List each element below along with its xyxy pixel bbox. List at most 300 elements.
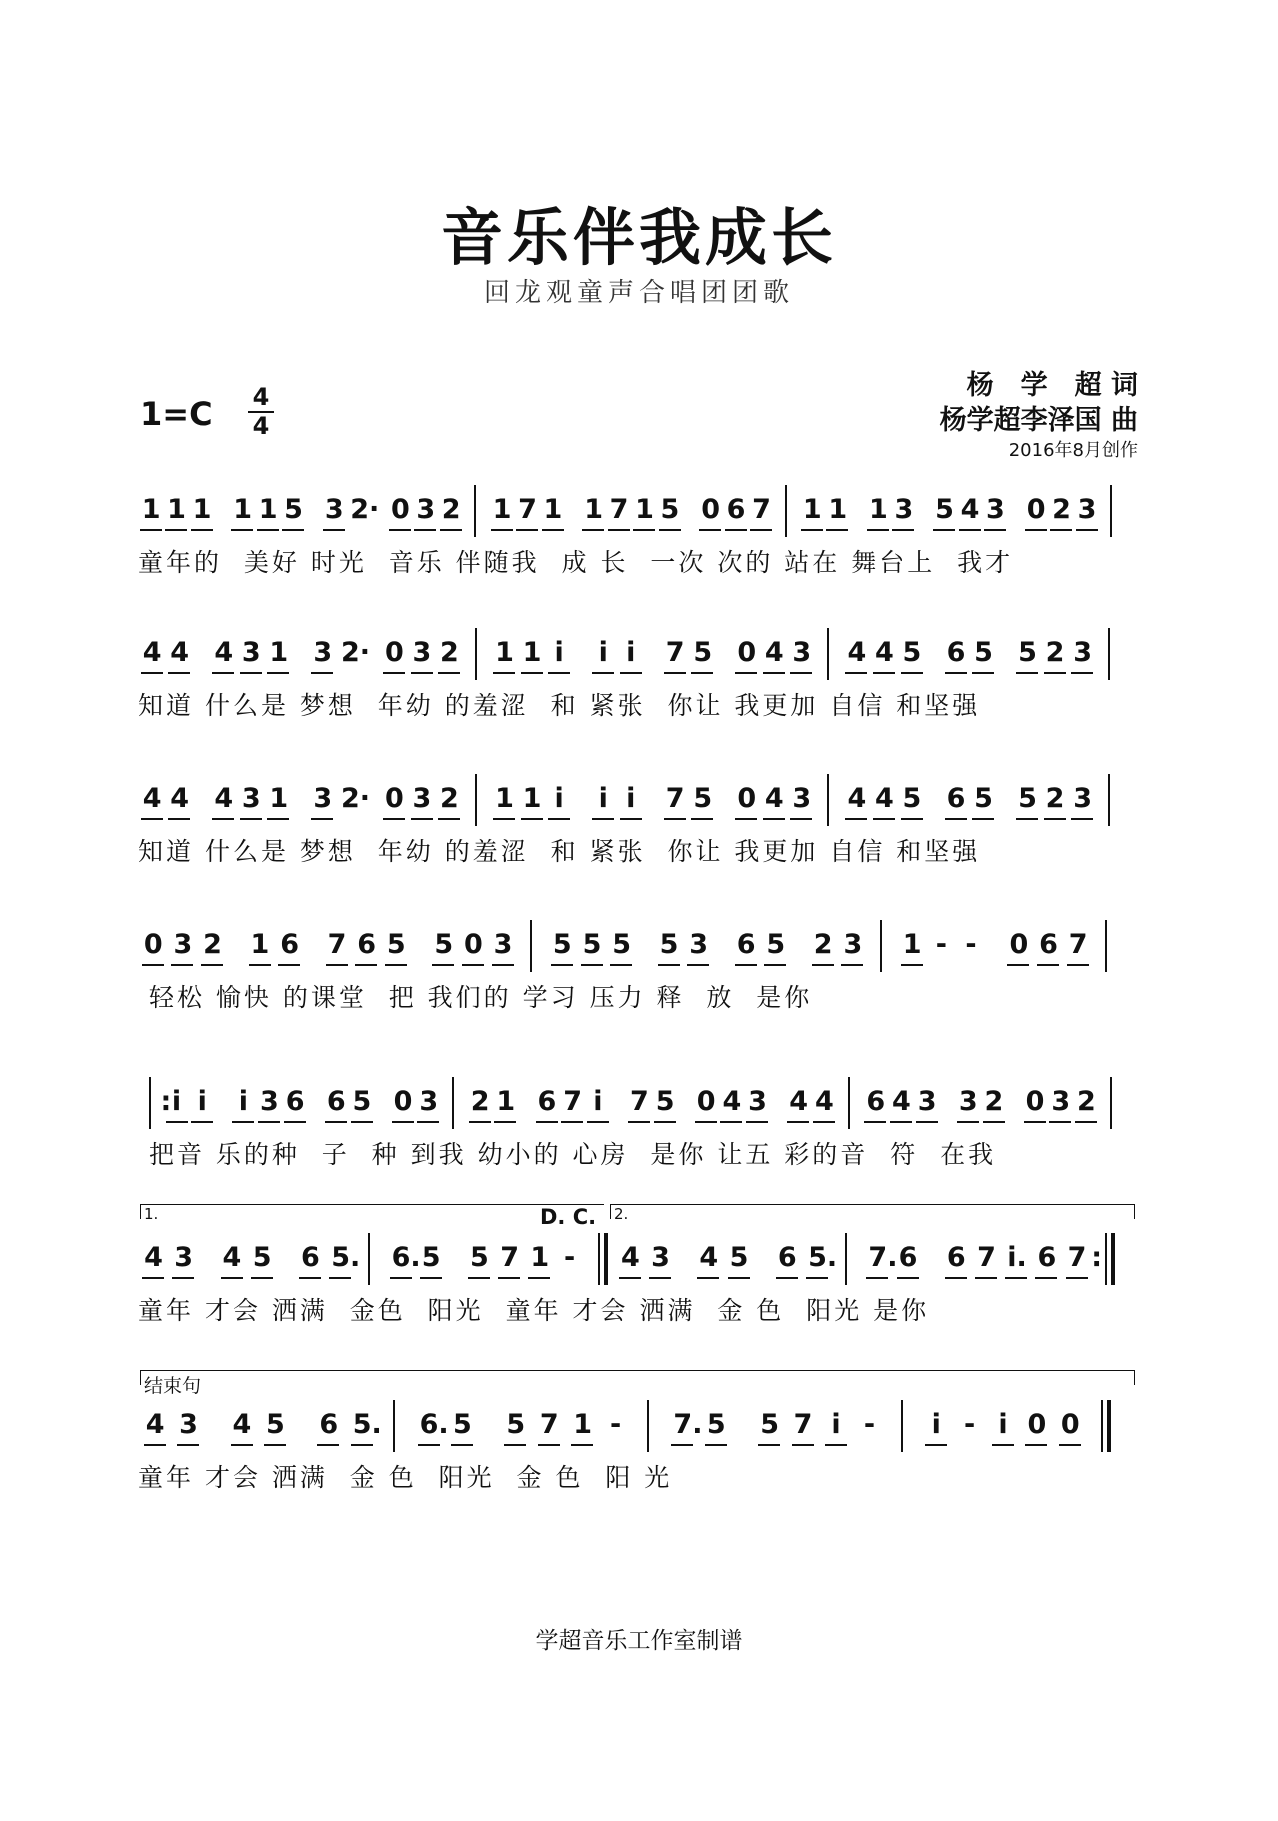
barline [845,1233,847,1285]
note-glyph: 5 [386,929,406,960]
note-glyph: 5 [470,1242,489,1273]
note-glyph: 3 [1073,637,1092,668]
score-row-2 [138,628,1140,758]
beam-underline [144,1444,166,1446]
lyricist-credit: 杨 学 超 词 [966,370,1138,401]
note-glyph: 0 [390,494,410,525]
note-glyph: 1 [269,637,289,668]
beam-underline [582,529,604,531]
note-glyph: 1 [635,494,654,525]
note-glyph: 5 [452,1409,472,1440]
beam-underline [299,1277,321,1279]
note-glyph: 6 [898,1242,918,1273]
note-glyph: 4 [170,783,190,814]
beam-underline [221,1277,243,1279]
note-glyph: 5 [1018,637,1037,668]
note-glyph: 7 [1067,1242,1087,1273]
beam-underline [728,1277,750,1279]
note-glyph: 3 [1073,783,1092,814]
note-glyph: 2 [440,783,459,814]
beam-underline [892,529,914,531]
beam-underline [1066,1277,1088,1279]
lyrics-line: 把音 乐的种 子 种 到我 幼小的 心房 是你 让五 彩的音 符 在我 [138,1140,997,1169]
beam-underline [658,964,680,966]
note-glyph: 2 [984,1086,1004,1117]
note-glyph: 1 [802,494,822,525]
note-glyph: 6. [419,1409,449,1440]
time-sig-denominator: 4 [252,412,270,440]
note-glyph: 3 [241,637,261,668]
note-glyph: 6 [280,929,299,960]
beam-underline [873,672,895,674]
beam-underline [311,818,333,820]
note-glyph: 1 [192,494,212,525]
beam-underline [763,672,785,674]
note-glyph: 1 [869,494,888,525]
beam-underline [581,964,603,966]
beam-underline [1049,1121,1071,1123]
note-glyph: 7 [518,494,537,525]
beam-underline [720,1121,742,1123]
note-glyph: 5 [582,929,602,960]
score-row-3 [138,774,1140,904]
note-glyph: 3 [174,1242,194,1273]
beam-underline [414,529,436,531]
beam-underline [841,964,863,966]
footer-credit: 学超音乐工作室制谱 [535,1628,743,1654]
barline [452,1077,454,1129]
note-glyph: 5 [766,929,786,960]
beam-underline [1076,529,1098,531]
beam-underline [468,1277,490,1279]
note-glyph: 5 [660,494,680,525]
beam-underline [901,672,923,674]
beam-underline [1071,672,1093,674]
note-glyph: 3 [324,494,344,525]
note-glyph: - [610,1409,622,1440]
note-glyph: i [238,1086,248,1117]
beam-underline [141,818,163,820]
beam-underline [492,964,514,966]
note-glyph: 6 [946,1242,966,1273]
beam-underline [548,818,570,820]
note-glyph: 4 [214,783,234,814]
note-glyph: 2 [440,637,459,668]
dc-marking: D. C. [540,1205,597,1229]
beam-underline [1016,672,1038,674]
beam-underline [1067,964,1089,966]
beam-underline [620,672,642,674]
note-glyph: 6 [319,1409,339,1440]
beam-underline [758,1444,780,1446]
note-glyph: 4 [620,1242,640,1273]
note-glyph: i [831,1409,841,1440]
beam-underline [231,1444,253,1446]
beam-underline [264,1444,286,1446]
beam-underline [659,529,681,531]
beam-underline [984,529,1006,531]
note-glyph: 4 [847,637,867,668]
beam-underline [191,529,213,531]
beam-underline [825,1444,847,1446]
beam-underline [168,818,190,820]
note-glyph: 5 [729,1242,749,1273]
beam-underline [725,529,747,531]
beam-underline [166,1121,188,1123]
note-glyph: i [197,1086,207,1117]
note-glyph: 5 [352,1086,372,1117]
note-glyph: 5 [659,929,679,960]
second-ending-bracket [610,1204,1135,1223]
note-glyph: 4 [222,1242,242,1273]
beam-underline [212,672,234,674]
beam-underline [571,1444,593,1446]
note-glyph: - [964,1409,976,1440]
note-glyph: 7 [539,1409,559,1440]
note-glyph: 7 [665,783,685,814]
note-glyph: 7. [673,1409,703,1440]
note-glyph: 7 [609,494,629,525]
note-glyph: 5 [974,783,993,814]
first-ending-bracket [140,1204,604,1223]
beam-underline [735,672,757,674]
beam-underline [628,1121,650,1123]
note-glyph: 2 [441,494,461,525]
beam-underline [311,672,333,674]
beam-underline [418,1444,440,1446]
note-glyph: 1 [573,1409,593,1440]
beam-underline [972,672,994,674]
barline [1107,1400,1111,1452]
beam-underline [735,964,757,966]
notes-line [138,628,1140,684]
song-title: 音乐伴我成长 [440,201,837,274]
note-glyph: 3 [792,783,812,814]
beam-underline [916,1121,938,1123]
beam-underline [787,1121,809,1123]
note-glyph: 5 [252,1242,272,1273]
barline [149,1077,151,1129]
beam-underline [901,964,923,966]
beam-underline [491,529,513,531]
note-glyph: 1 [496,1086,516,1117]
note-glyph: i [554,783,564,814]
beam-underline [925,1444,947,1446]
note-glyph: 0 [737,637,757,668]
note-glyph: 7 [752,494,771,525]
note-glyph: 2 [1077,1086,1096,1117]
note-glyph: 3 [419,1086,439,1117]
beam-underline [1044,818,1066,820]
beam-underline [671,1444,693,1446]
note-glyph: 5. [352,1409,382,1440]
beam-underline [351,1444,373,1446]
note-glyph: 0 [1027,1409,1047,1440]
note-glyph: 2· [340,637,370,668]
beam-underline [278,964,300,966]
beam-underline [1059,1444,1081,1446]
beam-underline [1007,964,1029,966]
note-glyph: 5 [284,494,303,525]
beam-underline [1071,818,1093,820]
beam-underline [864,1121,886,1123]
beam-underline [142,964,164,966]
creation-date: 2016年8月创作 [1008,440,1138,461]
note-glyph: 2 [203,929,222,960]
note-glyph: 3 [313,637,333,668]
note-glyph: 3 [689,929,709,960]
barline [1110,1077,1112,1129]
beam-underline [1024,1121,1046,1123]
note-glyph: 3 [917,1086,937,1117]
beam-underline [389,529,411,531]
song-subtitle: 回龙观童声合唱团团歌 [483,278,794,308]
beam-underline [231,529,253,531]
note-glyph: 0 [701,494,720,525]
note-glyph: 0 [696,1086,716,1117]
note-glyph: - [965,929,977,960]
score-row-4 [138,920,1140,1050]
note-glyph: i [598,637,608,668]
note-glyph: i. [1007,1242,1027,1273]
beam-underline [240,672,262,674]
note-glyph: - [935,929,947,960]
note-glyph: 1 [530,1242,550,1273]
barline [827,628,829,680]
note-glyph: 4 [214,637,234,668]
beam-underline [420,1277,442,1279]
beam-underline [983,1121,1005,1123]
note-glyph: 3 [1051,1086,1071,1117]
note-glyph: 6 [537,1086,557,1117]
beam-underline [417,1121,439,1123]
beam-underline [735,818,757,820]
note-glyph: 5 [935,494,954,525]
barline [848,1077,850,1129]
note-glyph: 4 [764,783,784,814]
note-glyph: 0 [1009,929,1029,960]
barline [393,1400,395,1452]
beam-underline [664,672,686,674]
note-glyph: 0 [737,783,757,814]
beam-underline [329,1277,351,1279]
beam-underline [1035,1277,1057,1279]
note-glyph: 6 [1039,929,1058,960]
note-glyph: 6 [736,929,756,960]
note-glyph: 0 [1026,494,1046,525]
barline [785,485,787,537]
beam-underline [633,529,655,531]
barline [901,1400,903,1452]
note-glyph: 5 [974,637,993,668]
beam-underline [790,818,812,820]
beam-underline [792,1444,814,1446]
note-glyph: 1 [233,494,253,525]
first-ending-label: 1. [144,1205,159,1223]
note-glyph: 3 [986,494,1005,525]
lyrics-line: 童年的 美好 时光 音乐 伴随我 成 长 一次 次的 站在 舞台上 我才 [138,548,1014,577]
note-glyph: 3 [260,1086,279,1117]
beam-underline [687,964,709,966]
barline [530,920,532,972]
beam-underline [764,964,786,966]
beam-underline [933,529,955,531]
note-glyph: 6 [946,783,966,814]
beam-underline [191,1121,213,1123]
note-glyph: 1 [141,494,161,525]
beam-underline [901,818,923,820]
beam-underline [608,529,630,531]
note-glyph: 5 [552,929,572,960]
note-glyph: 5. [808,1242,838,1273]
beam-underline [619,1277,641,1279]
note-glyph: 1 [828,494,848,525]
beam-underline [551,964,573,966]
score-row-7 [138,1400,1140,1530]
beam-underline [1044,672,1066,674]
note-glyph: 1 [492,494,512,525]
note-glyph: 3 [412,783,432,814]
beam-underline [536,1121,558,1123]
beam-underline [165,529,187,531]
note-glyph: 3 [792,637,812,668]
note-glyph: 7 [1068,929,1088,960]
beam-underline [538,1444,560,1446]
note-glyph: 5 [760,1409,780,1440]
note-glyph: 2· [340,783,370,814]
beam-underline [411,672,433,674]
note-glyph: 4 [142,783,162,814]
score-row-5 [138,1077,1140,1207]
note-glyph: 3 [1077,494,1097,525]
beam-underline [528,1277,550,1279]
note-glyph: 4 [232,1409,252,1440]
note-glyph: 6 [1037,1242,1057,1273]
coda-label: 结束句 [144,1375,202,1397]
note-glyph: 0 [393,1086,413,1117]
barline [1105,920,1107,972]
beam-underline [801,529,823,531]
note-glyph: 6 [777,1242,797,1273]
beam-underline [806,1277,828,1279]
beam-underline [620,818,642,820]
note-glyph: 6 [357,929,377,960]
note-glyph: 6 [866,1086,886,1117]
beam-underline [355,964,377,966]
note-glyph: 4 [847,783,867,814]
note-glyph: 0 [463,929,483,960]
note-glyph: 0 [1060,1409,1080,1440]
note-glyph: 5 [421,1242,441,1273]
beam-underline [654,1121,676,1123]
lyrics-line: 知道 什么是 梦想 年幼 的羞涩 和 紧张 你让 我更加 自信 和坚强 [138,837,981,866]
note-glyph: i [931,1409,941,1440]
note-glyph: 4 [960,494,980,525]
note-glyph: 0 [1025,1086,1045,1117]
note-glyph: 7 [500,1242,520,1273]
beam-underline [1025,1444,1047,1446]
barline [1110,485,1112,537]
note-glyph: i [554,637,564,668]
beam-underline [691,818,713,820]
beam-underline [317,1444,339,1446]
note-glyph: - [863,1409,876,1440]
note-glyph: 1 [250,929,270,960]
beam-underline [440,529,462,531]
notes-line [138,485,1140,541]
note-glyph: 5 [693,637,713,668]
repeat-dots: : [160,1086,172,1117]
note-glyph: 7 [630,1086,649,1117]
beam-underline [664,818,686,820]
note-glyph: 4 [145,1409,165,1440]
coda-bracket [140,1370,1135,1397]
score-row-1 [138,485,1140,615]
barline [880,920,882,972]
note-glyph: 4 [142,637,162,668]
beam-underline [469,1121,491,1123]
beam-underline [267,672,289,674]
lyrics-line: 轻松 愉快 的课堂 把 我们的 学习 压力 释 放 是你 [138,983,813,1012]
note-glyph: 1 [522,783,542,814]
beam-underline [649,1277,671,1279]
beam-underline [282,529,304,531]
note-glyph: 2· [350,494,380,525]
beam-underline [697,1277,719,1279]
lyrics-line: 童年 才会 洒满 金色 阳光 童年 才会 洒满 金 色 阳光 是你 [138,1296,930,1325]
beam-underline [438,818,460,820]
barline [647,1400,649,1452]
beam-underline [746,1121,768,1123]
beam-underline [945,1277,967,1279]
beam-underline [521,672,543,674]
composer-credit: 杨学超李泽国 曲 [939,405,1138,436]
note-glyph: 1 [902,929,922,960]
note-glyph: 5 [655,1086,675,1117]
note-glyph: 7. [868,1242,898,1273]
beam-underline [172,1277,194,1279]
beam-underline [504,1444,526,1446]
beam-underline [1037,964,1059,966]
note-glyph: 2 [1052,494,1071,525]
note-glyph: 6 [726,494,746,525]
time-signature [248,385,274,439]
barline [368,1233,370,1285]
note-glyph: i [626,783,636,814]
note-glyph: 7 [793,1409,813,1440]
beam-underline [326,964,348,966]
note-glyph: 3 [313,783,333,814]
note-glyph: 6 [301,1242,320,1273]
beam-underline [383,672,405,674]
repeat-dots: : [1091,1242,1103,1273]
key-signature: 1=C [140,395,213,433]
beam-underline [959,529,981,531]
note-glyph: 2 [1045,783,1065,814]
note-glyph: 5 [434,929,454,960]
beam-underline [493,818,515,820]
beam-underline [691,672,713,674]
beam-underline [975,1277,997,1279]
barline [1111,1233,1115,1285]
beam-underline [695,1121,717,1123]
note-glyph: 6 [326,1086,346,1117]
beam-underline [168,672,190,674]
second-ending-label: 2. [614,1205,629,1223]
note-glyph: 1 [522,637,542,668]
note-glyph: 1 [269,783,289,814]
beam-underline [1075,1121,1097,1123]
